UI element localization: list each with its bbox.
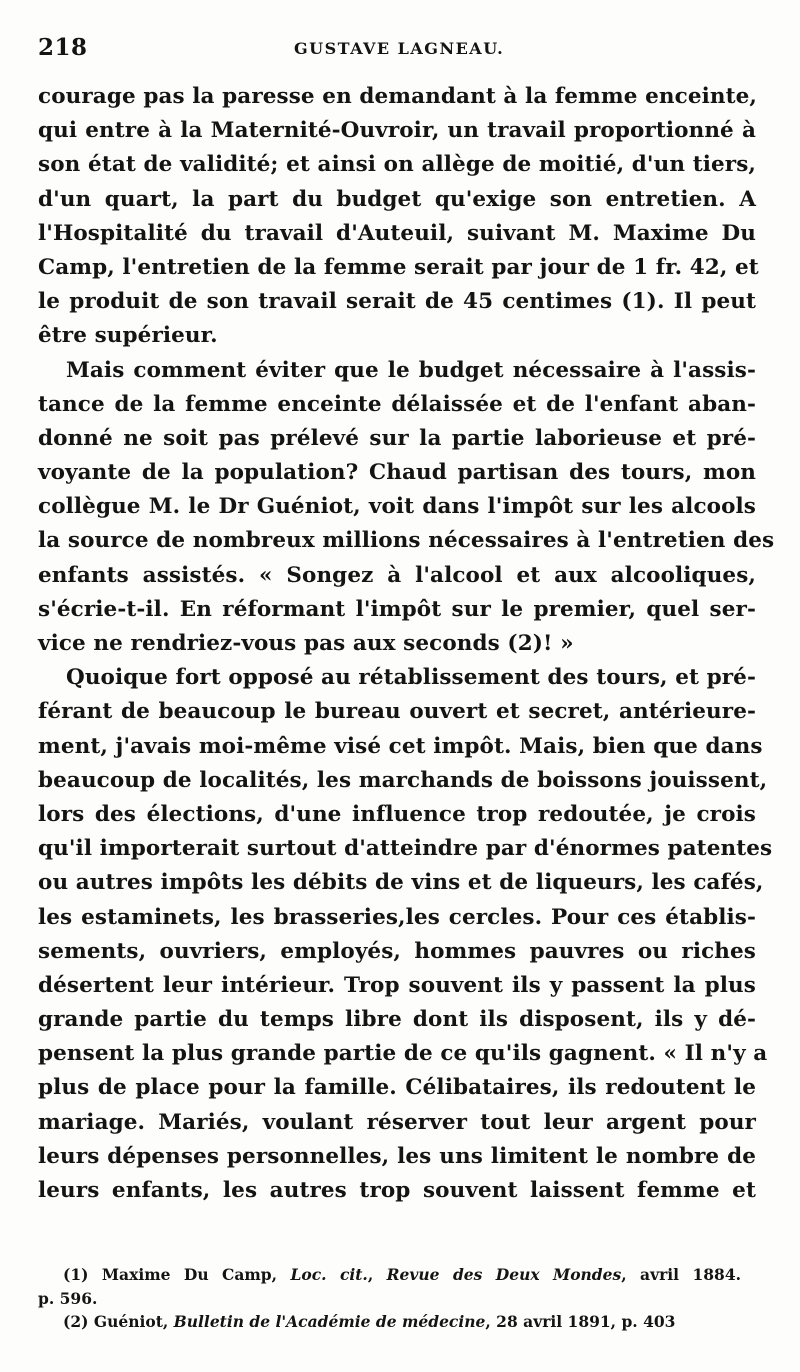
text-line: courage pas la paresse en demandant à la femme enceinte, bbox=[38, 84, 757, 109]
text-line: être supérieur. bbox=[38, 323, 218, 349]
paragraph-start-line: Quoique fort opposé au rétablissement des tours, et pré- bbox=[66, 665, 756, 691]
text-line: s'écrie-t-il. En réformant l'impôt sur le premier, quel ser- bbox=[38, 596, 756, 622]
text-line: grande partie du temps libre dont ils disposent, ils y dé- bbox=[38, 1007, 756, 1033]
text-line: l'Hospitalité du travail d'Auteuil, suivant M. Maxime Du bbox=[38, 220, 756, 246]
text-line: Camp, l'entretien de la femme serait par jour de 1 fr. 42, et bbox=[38, 254, 759, 280]
text-line: qui entre à la Maternité-Ouvroir, un travail proportionné à bbox=[38, 118, 756, 144]
text-line: ou autres impôts les débits de vins et de liqueurs, les cafés, bbox=[38, 870, 764, 896]
text-line: sements, ouvriers, employés, hommes pauvres ou riches bbox=[38, 938, 756, 964]
text-line: le produit de son travail serait de 45 centimes (1). Il peut bbox=[38, 289, 756, 315]
text-line: tance de la femme enceinte délaissée et de l'enfant aban- bbox=[38, 391, 756, 417]
paragraph-start-line: Mais comment éviter que le budget nécessaire à l'assis- bbox=[66, 357, 756, 383]
text-line: mariage. Mariés, voulant réserver tout leur argent pour bbox=[38, 1109, 756, 1135]
footnote-2 bbox=[63, 1310, 741, 1334]
text-line: leurs enfants, les autres trop souvent laissent femme et bbox=[38, 1178, 756, 1203]
text-line: donné ne soit pas prélevé sur la partie laborieuse et pré- bbox=[38, 425, 756, 451]
text-line: plus de place pour la famille. Célibataires, ils redoutent le bbox=[38, 1075, 756, 1101]
text-line: les estaminets, les brasseries,les cercles. Pour ces établis- bbox=[38, 904, 756, 930]
text-line: son état de validité; et ainsi on allège de moitié, d'un tiers, bbox=[38, 152, 756, 178]
page-header bbox=[38, 34, 762, 64]
footnote-1-loc-cit: Loc. cit. bbox=[290, 1265, 368, 1284]
text-line: leurs dépenses personnelles, les uns limitent le nombre de bbox=[38, 1143, 756, 1169]
text-line: pensent la plus grande partie de ce qu'ils gagnent. « Il n'y a bbox=[38, 1041, 768, 1067]
footnotes bbox=[38, 1263, 741, 1334]
footnote-1-separator: , bbox=[367, 1265, 387, 1284]
text-line: ment, j'avais moi-même visé cet impôt. Mais, bien que dans bbox=[38, 733, 763, 759]
running-head: GUSTAVE LAGNEAU. bbox=[294, 39, 505, 58]
footnote-1-journal: Revue des Deux Mondes bbox=[386, 1265, 622, 1284]
footnote-1-author: (1) Maxime Du Camp, bbox=[63, 1265, 291, 1284]
body-text bbox=[38, 80, 775, 1208]
text-line: qu'il importerait surtout d'atteindre par d'énormes patentes bbox=[38, 836, 773, 862]
page-number: 218 bbox=[38, 34, 88, 61]
text-line: férant de beaucoup le bureau ouvert et secret, antérieure- bbox=[38, 699, 756, 725]
footnote-1-continuation: p. 596. bbox=[38, 1288, 98, 1308]
text-line: collègue M. le Dr Guéniot, voit dans l'impôt sur les alcools bbox=[38, 494, 756, 520]
text-line: lors des élections, d'une influence trop redoutée, je crois bbox=[38, 801, 756, 827]
footnote-1 bbox=[63, 1263, 741, 1287]
footnote-1-date: , avril 1884. bbox=[621, 1265, 741, 1284]
text-line: vice ne rendriez-vous pas aux seconds (2)! » bbox=[38, 631, 574, 656]
text-line: enfants assistés. « Songez à l'alcool et aux alcooliques, bbox=[38, 562, 756, 588]
text-line: voyante de la population? Chaud partisan des tours, mon bbox=[38, 460, 756, 486]
footnote-2-author: (2) Guéniot, bbox=[63, 1312, 174, 1331]
footnote-2-journal: Bulletin de l'Académie de médecine bbox=[173, 1312, 486, 1331]
text-line: beaucoup de localités, les marchands de boissons jouissent, bbox=[38, 767, 768, 793]
footnote-2-date: , 28 avril 1891, p. 403 bbox=[485, 1312, 676, 1331]
text-line: désertent leur intérieur. Trop souvent ils y passent la plus bbox=[38, 972, 756, 998]
text-line: d'un quart, la part du budget qu'exige son entretien. A bbox=[38, 186, 756, 212]
text-line: la source de nombreux millions nécessaires à l'entretien des bbox=[38, 528, 775, 554]
